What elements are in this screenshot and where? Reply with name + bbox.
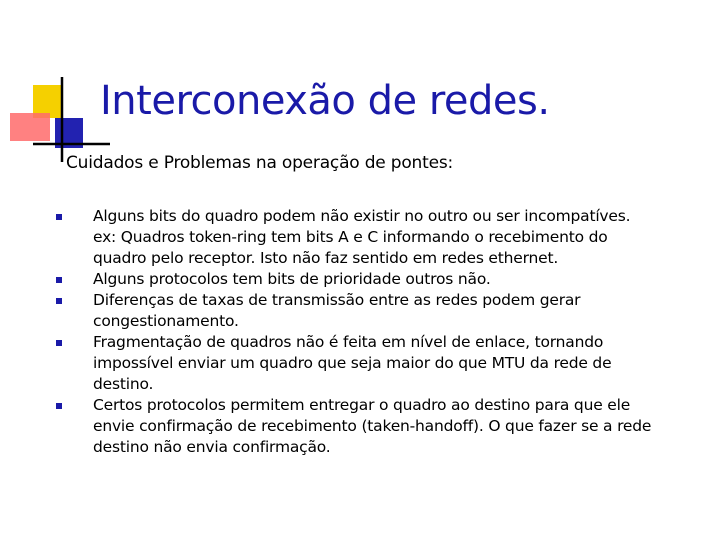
bullet-text-line: envie confirmação de recebimento (taken-handoff). O que fazer se a rede: [93, 417, 652, 435]
logo-red-square: [10, 113, 50, 141]
bullet-text-line: impossível enviar um quadro que seja maior do que MTU da rede de: [93, 354, 612, 372]
bullet-text-line: destino.: [93, 375, 154, 393]
square-bullet-icon: [56, 277, 62, 283]
bullet-item: [56, 395, 696, 458]
bullet-text-line: Alguns bits do quadro podem não existir no outro ou ser incompatíves.: [93, 207, 631, 225]
bullet-text-line: Certos protocolos permitem entregar o quadro ao destino para que ele: [93, 396, 631, 414]
square-bullet-icon: [56, 298, 62, 304]
square-bullet-icon: [56, 214, 62, 220]
bullet-text-line: Fragmentação de quadros não é feita em nível de enlace, tornando: [93, 333, 604, 351]
bullet-item: [56, 332, 696, 395]
slide-subtitle: Cuidados e Problemas na operação de pontes:: [66, 153, 454, 173]
bullet-item: [56, 269, 696, 290]
bullet-text-line: Diferenças de taxas de transmissão entre as redes podem gerar: [93, 291, 581, 309]
bullet-text-line: Alguns protocolos tem bits de prioridade outros não.: [93, 270, 491, 288]
bullet-list: [56, 206, 696, 458]
bullet-text-line: destino não envia confirmação.: [93, 438, 331, 456]
bullet-text-line: congestionamento.: [93, 312, 239, 330]
bullet-text-line: ex: Quadros token-ring tem bits A e C informando o recebimento do: [93, 228, 608, 246]
slide-logo-decoration: [0, 0, 110, 170]
slide-title: Interconexão de redes.: [100, 78, 550, 124]
bullet-text-line: quadro pelo receptor. Isto não faz sentido em redes ethernet.: [93, 249, 559, 267]
square-bullet-icon: [56, 403, 62, 409]
square-bullet-icon: [56, 340, 62, 346]
bullet-item: [56, 206, 696, 269]
bullet-item: [56, 290, 696, 332]
